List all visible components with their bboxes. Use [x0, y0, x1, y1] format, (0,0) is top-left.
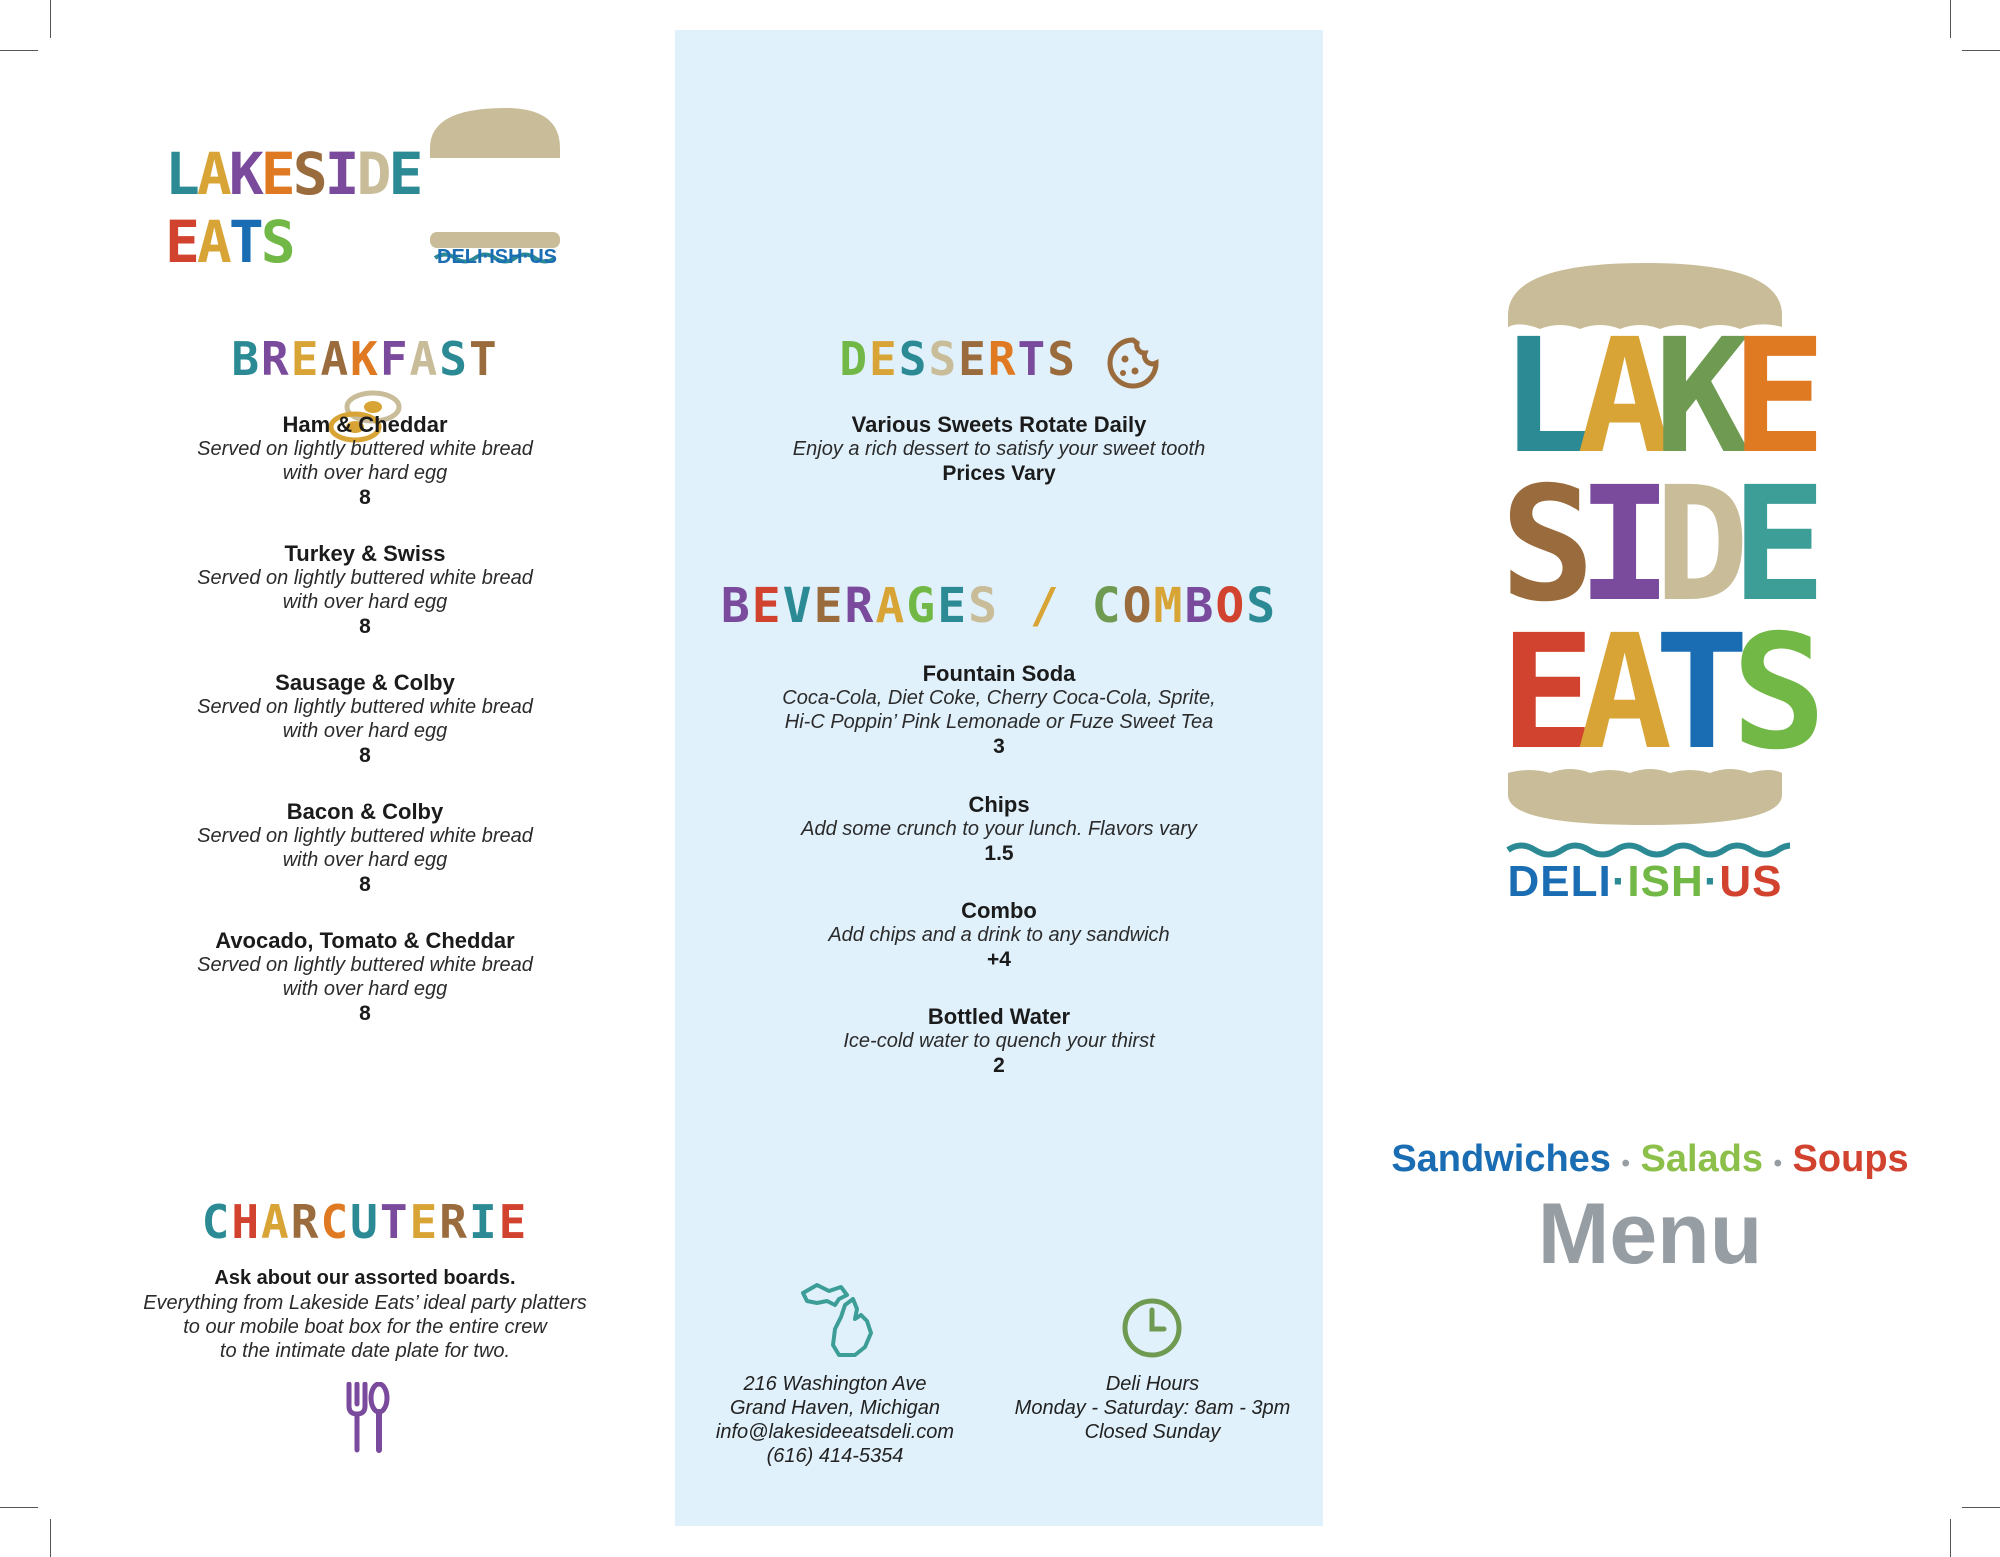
clock-icon [1120, 1296, 1184, 1360]
big-logo-tagline: DELI·ISH·US [1507, 857, 1783, 906]
item-name: Turkey & Swiss [284, 541, 446, 566]
charcuterie-line: to the intimate date plate for two. [219, 1340, 511, 1362]
menu-item [675, 661, 1323, 760]
small-logo-wordmark: LAKESIDE EATS [165, 140, 421, 276]
michigan-icon [795, 1275, 885, 1360]
item-price: Prices Vary [942, 462, 1056, 485]
item-description: with over hard egg [282, 591, 448, 613]
logo-tagline: DELI·ISH·US [437, 246, 557, 268]
crop-mark [1962, 1507, 2000, 1508]
hours-line: Closed Sunday [1084, 1421, 1221, 1443]
address-line: 216 Washington Ave [743, 1373, 927, 1395]
beverages-title: BEVERAGES / COMBOS [720, 578, 1278, 634]
center-panel-background [675, 30, 1323, 1526]
item-name: Combo [961, 898, 1037, 923]
hours-line: Monday - Saturday: 8am - 3pm [1014, 1397, 1291, 1419]
address-line: Grand Haven, Michigan [729, 1397, 941, 1419]
contact-block [690, 1372, 980, 1468]
item-price: 8 [359, 486, 371, 509]
menu-item [160, 541, 570, 640]
item-name: Various Sweets Rotate Daily [851, 412, 1147, 437]
cover-tagline [1380, 1138, 1920, 1181]
item-price: 8 [359, 615, 371, 638]
item-description: Coca-Cola, Diet Coke, Cherry Coca-Cola, Sprite, [782, 687, 1216, 709]
item-description: Served on lightly buttered white bread [197, 954, 533, 976]
item-description: with over hard egg [282, 462, 448, 484]
menu-item [675, 1004, 1323, 1079]
crop-mark [1950, 1519, 1951, 1557]
menu-item [675, 412, 1323, 487]
crop-mark [1962, 50, 2000, 51]
menu-item [160, 799, 570, 898]
menu-item [160, 928, 570, 1027]
item-price: 8 [359, 1002, 371, 1025]
tag-salads: Salads [1640, 1138, 1764, 1180]
hours-title: Deli Hours [1105, 1373, 1200, 1395]
item-name: Bottled Water [927, 1004, 1071, 1029]
item-description: Served on lightly buttered white bread [197, 696, 533, 718]
item-description: Served on lightly buttered white bread [197, 567, 533, 589]
charcuterie-title: CHARCUTERIE [201, 1195, 529, 1249]
item-description: Served on lightly buttered white bread [197, 438, 533, 460]
item-name: Ham & Cheddar [282, 412, 448, 437]
big-logo-word: LAKE SIDE EATS [1500, 305, 1809, 785]
crop-mark [1950, 0, 1951, 38]
item-name: Bacon & Colby [286, 799, 444, 824]
item-price: 1.5 [984, 842, 1014, 865]
item-description: Add some crunch to your lunch. Flavors vary [801, 818, 1197, 840]
item-price: 8 [359, 744, 371, 767]
email-link[interactable]: info@lakesideeatsdeli.com [715, 1421, 955, 1443]
big-logo [1500, 255, 1809, 906]
item-description: Served on lightly buttered white bread [197, 825, 533, 847]
charcuterie-line: Everything from Lakeside Eats’ ideal party platters [143, 1292, 587, 1314]
item-description: Add chips and a drink to any sandwich [828, 924, 1170, 946]
small-logo [160, 100, 570, 280]
crop-mark [50, 1519, 51, 1557]
item-description: Enjoy a rich dessert to satisfy your sweet tooth [792, 438, 1206, 460]
tag-soups: Soups [1792, 1138, 1909, 1180]
menu-heading: Menu [1537, 1186, 1763, 1282]
item-name: Avocado, Tomato & Cheddar [215, 928, 515, 953]
item-description: with over hard egg [282, 978, 448, 1000]
breakfast-title: BREAKFAST [180, 332, 550, 447]
hours-block [990, 1372, 1315, 1444]
item-description: with over hard egg [282, 849, 448, 871]
charcuterie-headline: Ask about our assorted boards. [214, 1267, 516, 1289]
charcuterie-line: to our mobile boat box for the entire crew [183, 1316, 547, 1338]
separator-dot: • [1621, 1150, 1630, 1177]
phone-number[interactable]: (616) 414-5354 [766, 1445, 904, 1467]
menu-item [675, 792, 1323, 867]
crop-mark [50, 0, 51, 38]
item-description: Ice-cold water to quench your thirst [843, 1030, 1155, 1052]
item-description: with over hard egg [282, 720, 448, 742]
tag-sandwiches: Sandwiches [1391, 1138, 1611, 1180]
item-price: +4 [987, 948, 1011, 971]
item-name: Sausage & Colby [275, 670, 455, 695]
crop-mark [0, 1507, 38, 1508]
item-name: Chips [968, 792, 1030, 817]
menu-item [160, 412, 570, 511]
menu-item [160, 670, 570, 769]
item-price: 8 [359, 873, 371, 896]
desserts-title: DESSERTS [675, 332, 1323, 389]
item-description: Hi-C Poppin’ Pink Lemonade or Fuze Sweet Tea [784, 711, 1214, 733]
cookie-icon [1107, 337, 1159, 389]
charcuterie-block [100, 1266, 630, 1363]
crop-mark [0, 50, 38, 51]
separator-dot: • [1773, 1150, 1782, 1177]
fork-spoon-icon [345, 1382, 391, 1454]
item-price: 3 [993, 735, 1005, 758]
item-name: Fountain Soda [922, 661, 1076, 686]
menu-item [675, 898, 1323, 973]
item-price: 2 [993, 1054, 1005, 1077]
